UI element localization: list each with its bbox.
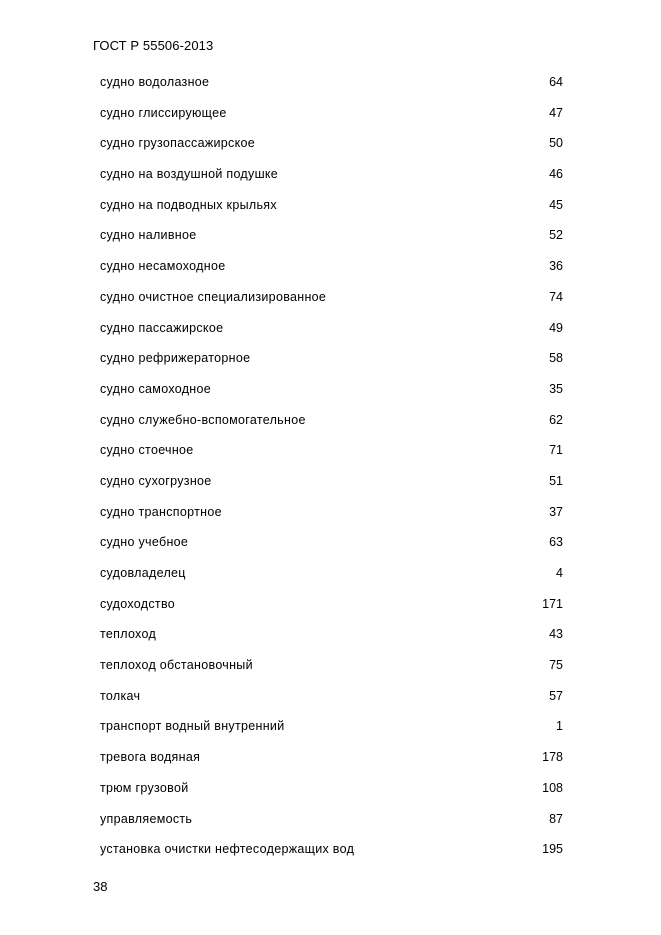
index-entry	[100, 410, 563, 441]
index-term: трюм грузовой	[100, 780, 189, 795]
index-term: управляемость	[100, 811, 193, 826]
index-term: судоходство	[100, 596, 175, 611]
document-header: ГОСТ Р 55506-2013	[93, 38, 214, 53]
index-entry	[100, 256, 563, 287]
index-page-ref: 4	[556, 566, 563, 580]
index-entry	[100, 440, 563, 471]
index-entry	[100, 624, 563, 655]
index-page-ref: 51	[549, 473, 563, 488]
index-term: судно стоечное	[100, 443, 194, 458]
index-page-ref: 63	[549, 535, 563, 550]
index-term: судно несамоходное	[100, 259, 226, 274]
index-term: судно сухогрузное	[100, 473, 212, 488]
index-term: теплоход обстановочный	[100, 658, 253, 673]
index-page-ref: 1	[556, 719, 563, 734]
index-entry	[100, 655, 563, 686]
index-term: судно рефрижераторное	[100, 351, 251, 366]
index-term: судно грузопассажирское	[100, 136, 256, 151]
index-term: судно транспортное	[100, 504, 222, 519]
index-page-ref: 52	[549, 228, 563, 243]
index-page-ref: 195	[542, 842, 563, 857]
index-page-ref: 49	[549, 320, 563, 335]
index-term: судно наливное	[100, 228, 197, 243]
index-entry	[100, 686, 563, 717]
index-term: теплоход	[100, 627, 157, 642]
index-page-ref: 45	[549, 197, 563, 212]
index-page-ref: 87	[549, 811, 563, 826]
index-entry	[100, 839, 563, 870]
index-entry	[100, 778, 563, 809]
index-page-ref: 58	[549, 351, 563, 366]
index-term: судно водолазное	[100, 75, 210, 89]
index-entry	[100, 379, 563, 410]
index-term: судно самоходное	[100, 381, 212, 396]
index-page-ref: 64	[549, 75, 563, 89]
index-entry	[100, 103, 563, 134]
index-page-ref: 35	[549, 381, 563, 396]
index-entry	[100, 72, 563, 103]
index-entry	[100, 532, 563, 563]
index-entry	[100, 287, 563, 318]
index-page-ref: 50	[549, 136, 563, 151]
index-term: судно очистное специализированное	[100, 289, 327, 304]
index-entry	[100, 809, 563, 840]
index-entry	[100, 563, 563, 594]
index-entry	[100, 471, 563, 502]
index-list	[100, 72, 563, 870]
index-page-ref: 178	[542, 750, 563, 765]
index-page-ref: 71	[549, 443, 563, 458]
index-page-ref: 171	[542, 596, 563, 611]
index-term: судно на воздушной подушке	[100, 167, 279, 182]
index-entry	[100, 164, 563, 195]
index-page-ref: 47	[549, 105, 563, 120]
index-term: судно служебно-вспомогательное	[100, 412, 306, 427]
index-page-ref: 36	[549, 259, 563, 274]
index-page-ref: 43	[549, 627, 563, 642]
index-term: толкач	[100, 688, 141, 703]
index-term: установка очистки нефтесодержащих вод	[100, 842, 355, 857]
index-term: транспорт водный внутренний	[100, 719, 285, 734]
index-page-ref: 46	[549, 167, 563, 182]
index-page-ref: 37	[549, 504, 563, 519]
index-page-ref: 74	[549, 289, 563, 304]
index-page-ref: 62	[549, 412, 563, 427]
index-term: судно на подводных крыльях	[100, 197, 277, 212]
index-term: судно глиссирующее	[100, 105, 227, 120]
index-page-ref: 57	[549, 688, 563, 703]
index-entry	[100, 318, 563, 349]
index-term: тревога водяная	[100, 750, 201, 765]
index-term: судовладелец	[100, 566, 186, 580]
index-page-ref: 108	[542, 780, 563, 795]
index-entry	[100, 747, 563, 778]
index-entry	[100, 716, 563, 747]
index-entry	[100, 348, 563, 379]
page-number: 38	[93, 879, 108, 894]
index-entry	[100, 594, 563, 625]
index-term: судно учебное	[100, 535, 189, 550]
index-term: судно пассажирское	[100, 320, 224, 335]
index-entry	[100, 133, 563, 164]
index-entry	[100, 502, 563, 533]
index-entry	[100, 195, 563, 226]
index-page-ref: 75	[549, 658, 563, 673]
index-entry	[100, 225, 563, 256]
